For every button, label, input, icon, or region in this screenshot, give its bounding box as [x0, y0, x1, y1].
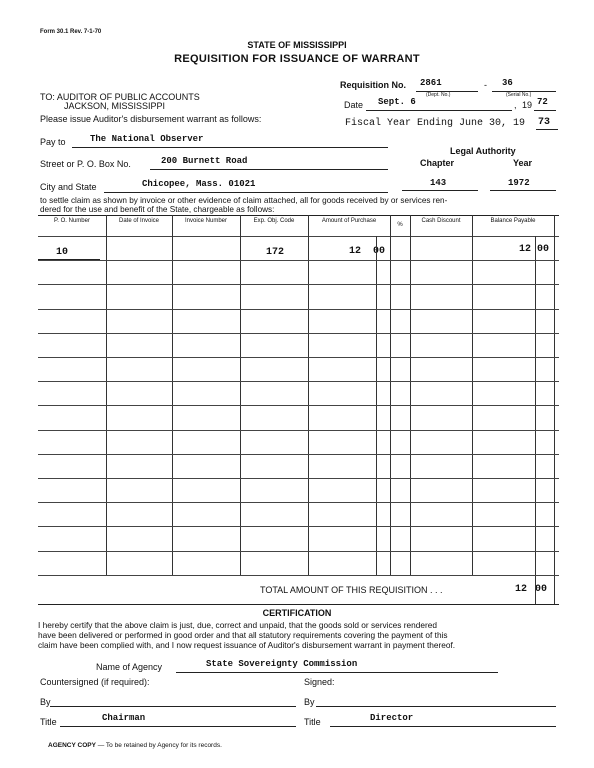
- header-cash-discount: Cash Discount: [421, 218, 461, 224]
- title-label-right: Title: [304, 717, 321, 727]
- pay-to-value: The National Observer: [90, 134, 204, 144]
- table-row-line: [38, 575, 559, 576]
- total-label: TOTAL AMOUNT OF THIS REQUISITION . . .: [260, 585, 443, 595]
- countersigned-label: Countersigned (if required):: [40, 677, 150, 687]
- table-column-divider: [106, 215, 107, 576]
- date-year: 72: [537, 97, 548, 107]
- serial-no-caption: (Serial No.): [506, 92, 532, 98]
- dept-no-caption: (Dept. No.): [426, 92, 451, 98]
- state-heading: STATE OF MISSISSIPPI: [247, 40, 347, 50]
- settle-text: to settle claim as shown by invoice or other evidence of claim attached, all for goods received by or services ren-: [40, 196, 448, 205]
- table-cents-divider: [535, 236, 536, 604]
- header-invoice-number: Invoice Number: [184, 218, 228, 224]
- table-row-line: [38, 357, 559, 358]
- header-percent: %: [397, 222, 403, 228]
- table-row-line: [38, 309, 559, 310]
- table-row-line: [38, 284, 559, 285]
- title-right-value: Director: [370, 713, 414, 723]
- row-balance-dollars: 12: [519, 244, 532, 255]
- street-value: 200 Burnett Road: [161, 156, 248, 166]
- header-date-of-invoice: Date of Invoice: [118, 218, 160, 224]
- table-row-line: [38, 526, 559, 527]
- table-row-line: [38, 478, 559, 479]
- date-year-prefix: 19: [522, 100, 533, 110]
- row-exp-code: 172: [266, 247, 285, 258]
- footer-bold: AGENCY COPY: [48, 742, 96, 749]
- by-label-left: By: [40, 697, 51, 707]
- signed-label: Signed:: [304, 677, 335, 687]
- certification-line3: claim have been complied with, and I now request issuance of Auditor's disbursement warrant in payment thereof.: [38, 640, 456, 650]
- addressee-line2: JACKSON, MISSISSIPPI: [64, 101, 166, 111]
- chapter-value: 143: [430, 178, 447, 188]
- serial-no: 36: [502, 78, 513, 88]
- table-column-divider: [390, 215, 391, 576]
- table-column-divider: [172, 215, 173, 576]
- row-amount-cents: 00: [373, 246, 386, 257]
- table-column-divider: [308, 215, 309, 576]
- table-row-line: [38, 430, 559, 431]
- form-title: REQUISITION FOR ISSUANCE OF WARRANT: [174, 53, 420, 65]
- table-row-line: [38, 333, 559, 334]
- year-label: Year: [513, 158, 533, 168]
- chapter-label: Chapter: [420, 158, 455, 168]
- requisition-dash: -: [484, 80, 487, 90]
- date-value: Sept. 6: [378, 97, 416, 107]
- instruction-text: Please issue Auditor's disbursement warrant as follows:: [40, 114, 262, 124]
- table-cents-divider: [376, 236, 377, 576]
- year-value: 1972: [508, 178, 530, 188]
- agency-label: Name of Agency: [96, 662, 163, 672]
- table-column-divider: [472, 215, 473, 576]
- table-column-divider: [410, 215, 411, 576]
- header-amount-of-purchase: Amount of Purchase: [321, 218, 377, 224]
- date-label: Date: [344, 100, 364, 110]
- table-total-divider: [554, 576, 555, 604]
- header-exp-obj-code: Exp. Obj. Code: [253, 218, 295, 224]
- agency-value: State Sovereignty Commission: [206, 659, 358, 669]
- certification-title: CERTIFICATION: [262, 608, 332, 618]
- header-balance-payable: Balance Payable: [490, 218, 536, 224]
- fiscal-year-label: Fiscal Year Ending June 30, 19: [345, 118, 526, 129]
- settle-text-2: dered for the use and benefit of the State, chargeable as follows:: [40, 205, 275, 214]
- pay-to-label: Pay to: [40, 137, 66, 147]
- city-label: City and State: [40, 182, 97, 192]
- table-column-divider: [554, 215, 555, 576]
- city-value: Chicopee, Mass. 01021: [142, 179, 256, 189]
- table-row-line: [38, 260, 559, 261]
- row-amount-dollars: 12: [349, 246, 362, 257]
- charges-table: [38, 215, 559, 604]
- certification-line2: have been delivered or performed in good order and that all statutory requirements covering the payment of this: [38, 630, 448, 640]
- street-label: Street or P. O. Box No.: [40, 159, 131, 169]
- table-row-line: [38, 502, 559, 503]
- table-row-line: [38, 381, 559, 382]
- legal-authority-title: Legal Authority: [450, 146, 516, 156]
- table-row-line: [38, 405, 559, 406]
- total-dollars: 12: [515, 584, 528, 595]
- table-column-divider: [240, 215, 241, 576]
- form-number: Form 30.1 Rev. 7-1-70: [40, 29, 102, 35]
- header-po-number: P. O. Number: [54, 218, 90, 224]
- by-label-right: By: [304, 697, 315, 707]
- table-row-line: [38, 454, 559, 455]
- requisition-label: Requisition No.: [340, 80, 406, 90]
- addressee-line1: TO: AUDITOR OF PUBLIC ACCOUNTS: [40, 92, 200, 102]
- title-left-value: Chairman: [102, 713, 146, 723]
- total-cents: 00: [535, 584, 548, 595]
- dept-no: 2861: [420, 78, 442, 88]
- table-row-line: [38, 551, 559, 552]
- footer-rest: — To be retained by Agency for its records.: [95, 742, 222, 749]
- title-label-left: Title: [40, 717, 57, 727]
- row-balance-cents: 00: [537, 244, 550, 255]
- fiscal-year-value: 73: [538, 117, 551, 128]
- footer-note: [48, 742, 222, 749]
- row-po: 10: [56, 247, 69, 258]
- certification-line1: I hereby certify that the above claim is just, due, correct and unpaid, that the goods sold or services rendered: [38, 620, 437, 630]
